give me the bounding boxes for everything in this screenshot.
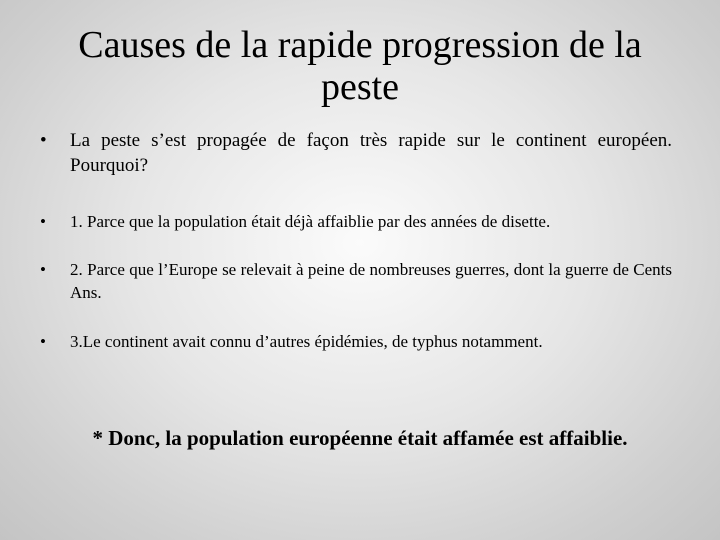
bullet-icon: • (40, 260, 46, 279)
slide-title: Causes de la rapide progression de la peste (78, 24, 642, 108)
bullet-list (40, 128, 672, 353)
conclusion-text: * Donc, la population européenne était affamée est affaiblie. (92, 426, 628, 450)
bullet-item-reason-2 (40, 258, 672, 304)
bullet-text: La peste s’est propagée de façon très rapide sur le continent européen. Pourquoi? (70, 130, 672, 176)
bullet-icon: • (40, 332, 46, 351)
bullet-item-question (40, 128, 672, 178)
bullet-item-reason-3 (40, 330, 672, 353)
bullet-icon: • (40, 130, 47, 151)
bullet-text: 1. Parce que la population était déjà affaiblie par des années de disette. (70, 212, 551, 231)
bullet-text: 2. Parce que l’Europe se relevait à peine de nombreuses guerres, dont la guerre de Cents Ans. (70, 260, 672, 302)
bullet-item-reason-1 (40, 210, 672, 233)
bullet-icon: • (40, 212, 46, 231)
bullet-text: 3.Le continent avait connu d’autres épidémies, de typhus notamment. (70, 332, 543, 351)
